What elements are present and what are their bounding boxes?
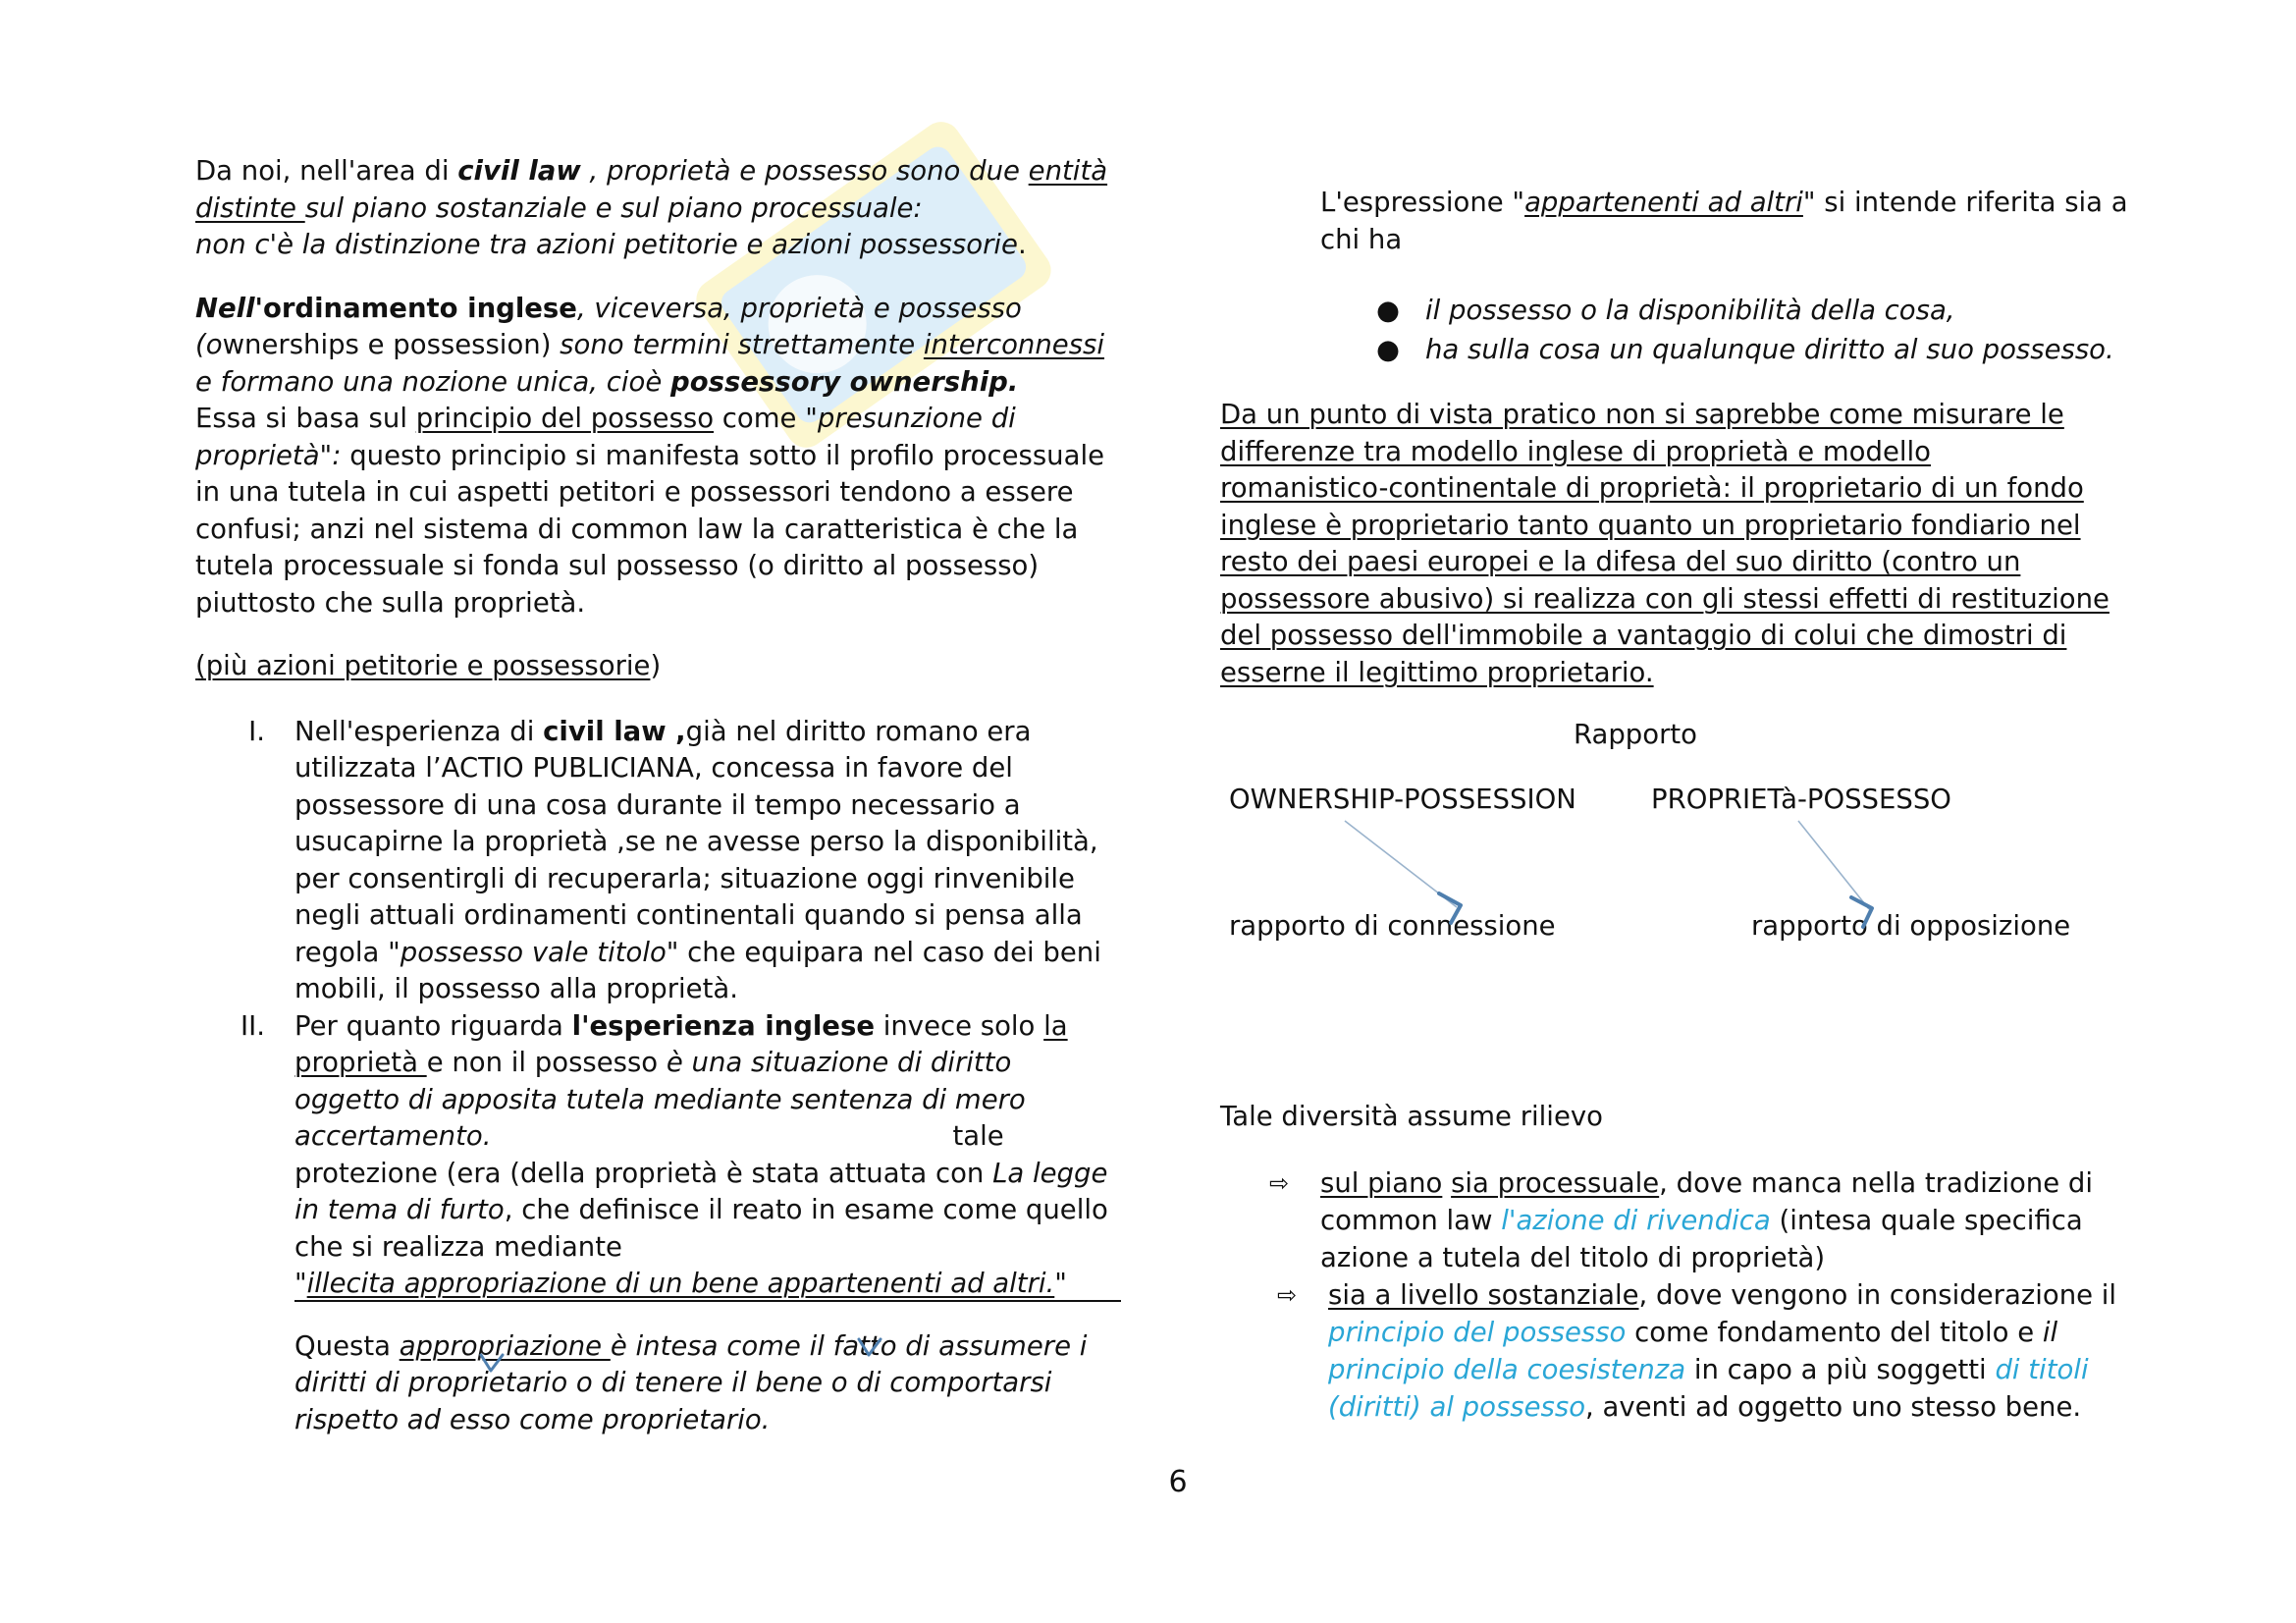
text: regola " [294,936,400,968]
diagram-left-bottom: rapporto di connessione [1229,910,1556,942]
text: principio del possesso [1328,1317,1627,1348]
text: che si realizza mediante [294,1230,622,1263]
text: sul piano sostanziale e sul piano processuale: [304,191,923,224]
text: già nel diritto romano era [685,715,1032,747]
bullet-icon: ● [1376,295,1400,326]
text: principio del possesso [415,403,715,434]
arrow-right-icon: ⇨ [1269,1169,1290,1197]
text: Nell [195,292,255,324]
text: , aventi ad oggetto uno stesso bene. [1585,1391,2082,1423]
text: tutela processuale si fonda sul possesso (o diritto al possesso) [195,550,1040,581]
small-arrow-marks [481,1339,881,1371]
text: sia a livello sostanziale [1328,1279,1639,1311]
text: per consentirgli di recuperarla; situazione oggi rinvenibile [294,862,1075,894]
text: (intesa quale specifica [1770,1205,2083,1236]
list-number: II. [240,1009,265,1042]
text: di titoli [1995,1354,2089,1385]
text: questo principio si manifesta sotto il profilo processuale [341,439,1105,471]
text: e formano una nozione unica, cioè [195,365,671,398]
text: il [2042,1317,2058,1348]
text: differenze tra modello inglese di proprietà e modello [1220,435,1931,467]
text: , viceversa, proprietà e possesso [576,292,1022,324]
text: ) [650,650,662,681]
text: presunzione di [817,403,1016,434]
text: " che equipara nel caso dei beni [666,936,1101,968]
text: . [1017,229,1027,260]
text: azione a tutela del titolo di proprietà) [1320,1242,1826,1273]
text: , dove vengono in considerazione il [1638,1279,2117,1311]
text: diritti di proprietario o di tenere il bene o di comportarsi [294,1367,1052,1398]
text: possessory ownership. [670,365,1019,398]
text: appropriazione [399,1329,611,1362]
text: Essa si basa sul [195,403,416,434]
list-item [1269,1164,2184,1276]
text: , proprietà e possesso sono due [580,155,1029,187]
text: in capo a più soggetti [1685,1354,1996,1385]
text: negli attuali ordinamenti continentali quando si pensa alla [294,899,1083,931]
text: La legge [992,1157,1108,1189]
connector-arrow-left [1345,821,1461,923]
text: sul piano [1320,1167,1443,1199]
text: la [1043,1009,1068,1042]
text: resto dei paesi europei e la difesa del suo diritto (contro un [1220,546,2021,577]
text: esserne il legittimo proprietario. [1220,656,1654,688]
arrow-list [1269,1164,2184,1426]
text: proprietà [294,1047,427,1078]
relevance-line: Tale diversità assume rilievo [1220,1101,1603,1132]
text: common law [1320,1205,1502,1236]
text: distinte [195,191,305,224]
text: possessore abusivo) si realizza con gli stessi effetti di restituzione [1220,582,2109,615]
page-number: 6 [1168,1465,1188,1499]
text: come " [714,403,818,434]
text: wnerships e possession) [222,329,561,360]
text: Da un punto di vista pratico non si saprebbe come misurare le [1220,399,2064,430]
diagram-right-top: PROPRIETà-POSSESSO [1651,784,1951,815]
text: accertamento. [294,1120,492,1152]
text: 'ordinamento inglese [254,292,577,324]
text [1442,1167,1451,1199]
text: il possesso o la disponibilità della cosa, [1425,295,1955,326]
text: interconnessi [923,329,1105,360]
text: ha sulla cosa un qualunque diritto al suo possesso. [1425,334,2114,365]
diagram-right-bottom: rapporto di opposizione [1751,910,2071,942]
text: in tema di furto [294,1194,505,1225]
text: invece solo [874,1009,1044,1042]
text: piuttosto che sulla proprietà. [195,586,586,619]
text: oggetto di apposita tutela mediante sentenza di mero [294,1083,1026,1115]
text: non c'è la distinzione tra azioni petitorie e azioni possessorie [195,229,1018,260]
text: " si intende riferita sia a [1802,187,2128,218]
text: principio della coesistenza [1328,1354,1686,1385]
diagram-left-top: OWNERSHIP-POSSESSION [1229,784,1576,815]
text: chi ha [1320,223,1403,255]
text: (diritti) al possesso [1328,1391,1586,1423]
text: usucapirne la proprietà ,se ne avesse perso la disponibilità, [294,826,1098,857]
diagram-title: Rapporto [1574,719,1698,750]
text: illecita appropriazione di un bene appartenenti ad altri. [306,1268,1055,1299]
text: è una situazione di diritto [666,1047,1012,1078]
list-item [1277,1276,2184,1426]
text: rispetto ad esso come proprietario. [294,1403,771,1435]
bullet-icon: ● [1376,334,1400,365]
connector-arrow-right [1798,821,1872,927]
text: l'azione di rivendica [1501,1205,1771,1236]
text: (o [195,329,223,360]
text: del possesso dell'immobile a vantaggio di colui che dimostri di [1220,620,2067,651]
text: inglese è proprietario tanto quanto un proprietario fondiario nel [1220,509,2081,541]
text: protezione (era (della proprietà è stata attuata con [294,1157,993,1189]
text: sono termini strettamente [560,329,924,360]
text: è intesa come il fatto di assumere i [610,1329,1088,1362]
text: " [1054,1268,1067,1299]
list-number: I. [248,715,265,747]
text: , dove manca nella tradizione di [1659,1167,2093,1199]
text: l'esperienza inglese [571,1009,875,1042]
text: confusi; anzi nel sistema di common law la caratteristica è che la [195,513,1079,545]
text: e non il possesso [426,1047,667,1078]
text: come fondamento del titolo e [1626,1317,2043,1348]
text: " [294,1268,307,1299]
text: civil law , [543,715,686,747]
text: proprietà": [195,439,342,471]
text: utilizzata l’ACTIO PUBLICIANA, concessa in favore del [294,752,1013,784]
text: romanistico-continentale di proprietà: il proprietario di un fondo [1220,472,2084,504]
text: sia processuale [1451,1167,1660,1199]
text: tale [952,1120,1004,1152]
text: (più azioni petitorie e possessorie [195,650,651,681]
text: Questa [294,1329,400,1362]
text: , che definisce il reato in esame come quello [504,1194,1108,1225]
text: appartenenti ad altri [1524,187,1803,218]
text: mobili, il possesso alla proprietà. [294,973,738,1004]
text: in una tutela in cui aspetti petitori e possessori tendono a essere [195,476,1074,508]
text: Nell'esperienza di [294,715,544,747]
text: Per quanto riguarda [294,1009,572,1042]
text: possesso vale titolo [400,936,667,968]
text: possessore di una cosa durante il tempo necessario a [294,788,1021,821]
text: entità [1028,155,1108,187]
text: civil law [457,155,581,187]
text: L'espressione " [1320,187,1525,218]
text: Da noi, nell'area di [195,155,458,187]
arrow-right-icon: ⇨ [1277,1281,1298,1309]
